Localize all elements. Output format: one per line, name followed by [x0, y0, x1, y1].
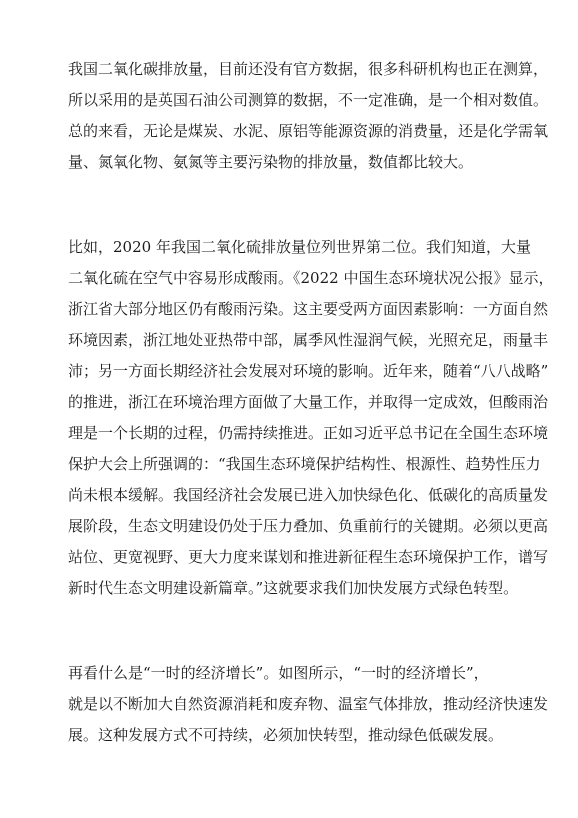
- text-line: 理是一个长期的过程，仍需持续推进。正如习近平总书记在全国生态环境: [68, 424, 549, 442]
- text-line: 二氧化硫在空气中容易形成酸雨。《2022 中国生态环境状况公报》显示，: [68, 269, 554, 287]
- text-line: 保护大会上所强调的：“我国生态环境保护结构性、根源性、趋势性压力: [68, 455, 541, 473]
- paragraph-acid-rain: [68, 232, 554, 604]
- text-line: 就是以不断加大自然资源消耗和废弃物、温室气体排放，推动经济快速发: [68, 695, 549, 713]
- text-line: 尚未根本缓解。我国经济社会发展已进入加快绿色化、低碳化的高质量发: [68, 486, 549, 504]
- text-line: 浙江省大部分地区仍有酸雨污染。这主要受两方面因素影响：一方面自然: [68, 300, 549, 318]
- text-line: 总的来看，无论是煤炭、水泥、原铝等能源资源的消费量，还是化学需氧: [68, 122, 549, 140]
- text-line: 新时代生态文明建设新篇章。”这就要求我们加快发展方式绿色转型。: [68, 579, 519, 597]
- text-line: 展阶段，生态文明建设仍处于压力叠加、负重前行的关键期。必须以更高: [68, 517, 549, 535]
- text-line: 比如，2020 年我国二氧化硫排放量位列世界第二位。我们知道，大量: [68, 238, 531, 256]
- text-line: 展。这种发展方式不可持续，必须加快转型，推动绿色低碳发展。: [68, 726, 504, 744]
- text-line: 我国二氧化碳排放量，目前还没有官方数据，很多科研机构也正在测算，: [68, 60, 549, 78]
- text-line: 再看什么是“一时的经济增长”。如图所示，“一时的经济增长”，: [68, 664, 489, 682]
- text-line: 环境因素，浙江地处亚热带中部，属季风性湿润气候，光照充足，雨量丰: [68, 331, 549, 349]
- paragraph-emissions-data: [68, 54, 549, 178]
- text-line: 量、氮氧化物、氨氮等主要污染物的排放量，数值都比较大。: [68, 153, 474, 171]
- text-line: 所以采用的是英国石油公司测算的数据，不一定准确，是一个相对数值。: [68, 91, 549, 109]
- text-line: 的推进，浙江在环境治理方面做了大量工作，并取得一定成效，但酸雨治: [68, 393, 549, 411]
- text-line: 沛；另一方面长期经济社会发展对环境的影响。近年来，随着“八八战略”: [68, 362, 549, 380]
- paragraph-temporary-growth: [68, 658, 549, 751]
- text-line: 站位、更宽视野、更大力度来谋划和推进新征程生态环境保护工作，谱写: [68, 548, 549, 566]
